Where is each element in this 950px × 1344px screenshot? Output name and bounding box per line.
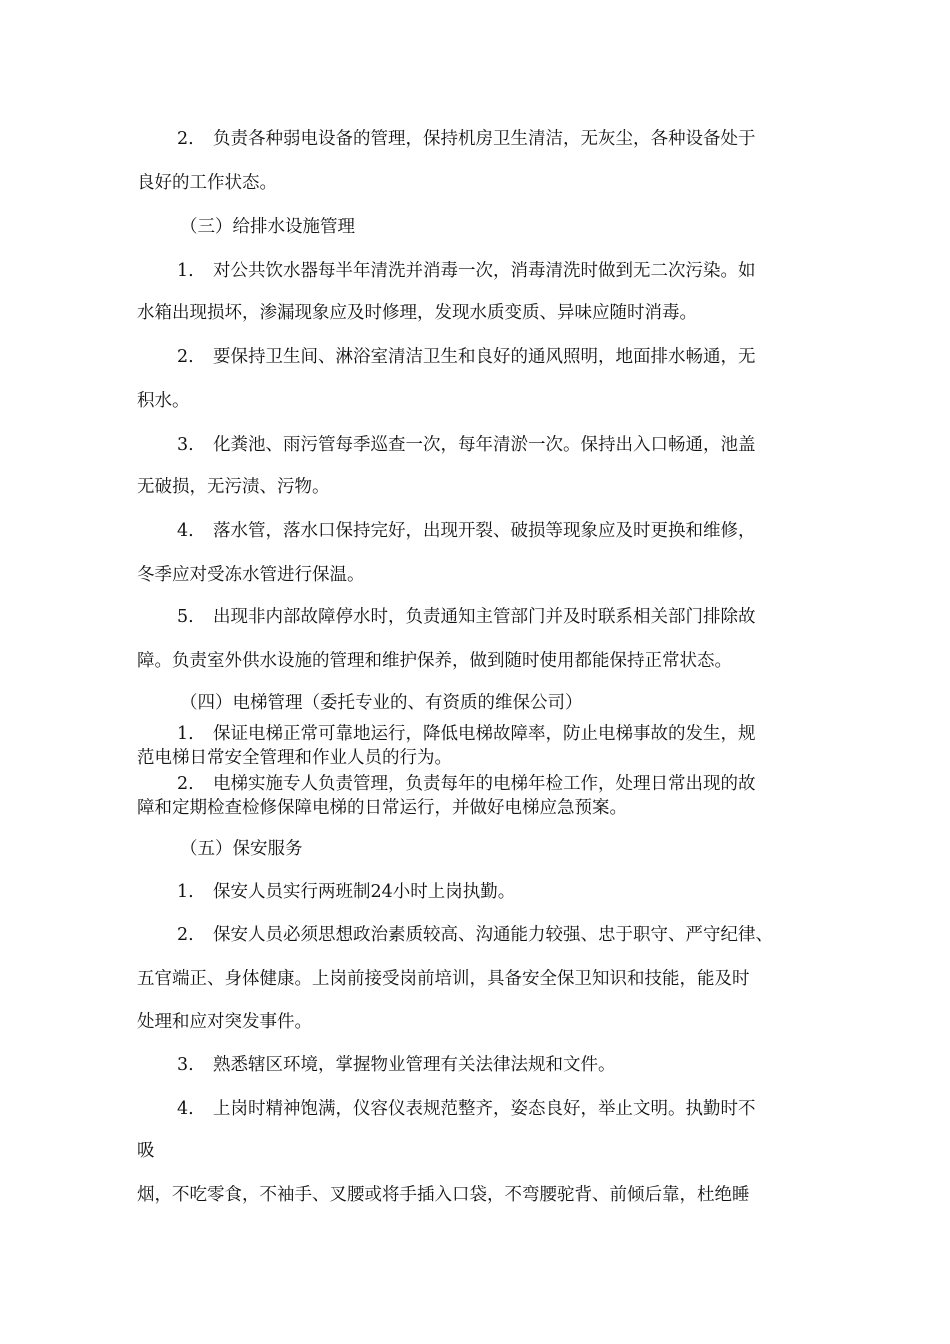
item-number: 1. (177, 882, 194, 902)
list-item-line: 良好的工作状态。 (137, 173, 277, 193)
list-item-line: 冬季应对受冻水管进行保温。 (137, 565, 365, 585)
item-text: 电梯实施专人负责管理，负责每年的电梯年检工作，处理日常出现的故 (213, 774, 756, 794)
item-number: 2. (177, 925, 194, 945)
list-item-line: 障和定期检查检修保障电梯的日常运行，并做好电梯应急预案。 (137, 798, 627, 818)
list-item-line: 障。负责室外供水设施的管理和维护保养，做到随时使用都能保持正常状态。 (137, 651, 732, 671)
item-number: 1. (177, 261, 194, 281)
item-text: 保安人员必须思想政治素质较高、沟通能力较强、忠于职守、严守纪律、 (213, 925, 773, 945)
item-number: 4. (177, 521, 194, 541)
item-text: 负责各种弱电设备的管理，保持机房卫生清洁，无灰尘，各种设备处于 (213, 129, 756, 149)
list-item-line (177, 346, 756, 368)
list-item-line (177, 434, 756, 456)
list-item-line: 无破损，无污渍、污物。 (137, 477, 330, 497)
list-item-line (177, 924, 773, 946)
list-item-line: 五官端正、身体健康。上岗前接受岗前培训，具备安全保卫知识和技能，能及时 (137, 969, 750, 989)
item-text: 熟悉辖区环境，掌握物业管理有关法律法规和文件。 (213, 1055, 616, 1075)
list-item-line (177, 606, 756, 628)
list-item-line (177, 773, 756, 795)
item-text: 保安人员实行两班制24小时上岗执勤。 (213, 882, 516, 902)
list-item-line: 积水。 (137, 391, 190, 411)
item-number: 5. (177, 607, 194, 627)
list-item-line: 吸 (137, 1141, 155, 1161)
list-item-line: 烟，不吃零食，不袖手、叉腰或将手插入口袋，不弯腰驼背、前倾后靠，杜绝睡 (137, 1185, 750, 1205)
item-number: 3. (177, 435, 194, 455)
item-text: 保证电梯正常可靠地运行，降低电梯故障率，防止电梯事故的发生，规 (213, 724, 756, 744)
item-number: 2. (177, 347, 194, 367)
item-text: 落水管，落水口保持完好，出现开裂、破损等现象应及时更换和维修， (213, 521, 756, 541)
item-text: 要保持卫生间、淋浴室清洁卫生和良好的通风照明，地面排水畅通，无 (213, 347, 756, 367)
list-item-line (177, 520, 756, 542)
item-number: 4. (177, 1099, 194, 1119)
list-item-line: 范电梯日常安全管理和作业人员的行为。 (137, 748, 452, 768)
list-item-line (177, 128, 756, 150)
item-number: 1. (177, 724, 194, 744)
list-item-line (177, 260, 756, 282)
list-item-line: 处理和应对突发事件。 (137, 1012, 312, 1032)
item-text: 出现非内部故障停水时，负责通知主管部门并及时联系相关部门排除故 (213, 607, 756, 627)
list-item-line: 水箱出现损坏，渗漏现象应及时修理，发现水质变质、异味应随时消毒。 (137, 303, 697, 323)
section-heading: （三）给排水设施管理 (180, 217, 355, 237)
section-heading: （四）电梯管理（委托专业的、有资质的维保公司） (180, 693, 583, 713)
item-number: 2. (177, 774, 194, 794)
list-item-line (177, 881, 515, 903)
item-number: 2. (177, 129, 194, 149)
list-item-line (177, 1098, 756, 1120)
item-text: 对公共饮水器每半年清洗并消毒一次，消毒清洗时做到无二次污染。如 (213, 261, 756, 281)
item-number: 3. (177, 1055, 194, 1075)
item-text: 化粪池、雨污管每季巡查一次，每年清淤一次。保持出入口畅通，池盖 (213, 435, 756, 455)
section-heading: （五）保安服务 (180, 839, 303, 859)
list-item-line (177, 723, 756, 745)
item-text: 上岗时精神饱满，仪容仪表规范整齐，姿态良好，举止文明。执勤时不 (213, 1099, 756, 1119)
list-item-line (177, 1054, 616, 1076)
